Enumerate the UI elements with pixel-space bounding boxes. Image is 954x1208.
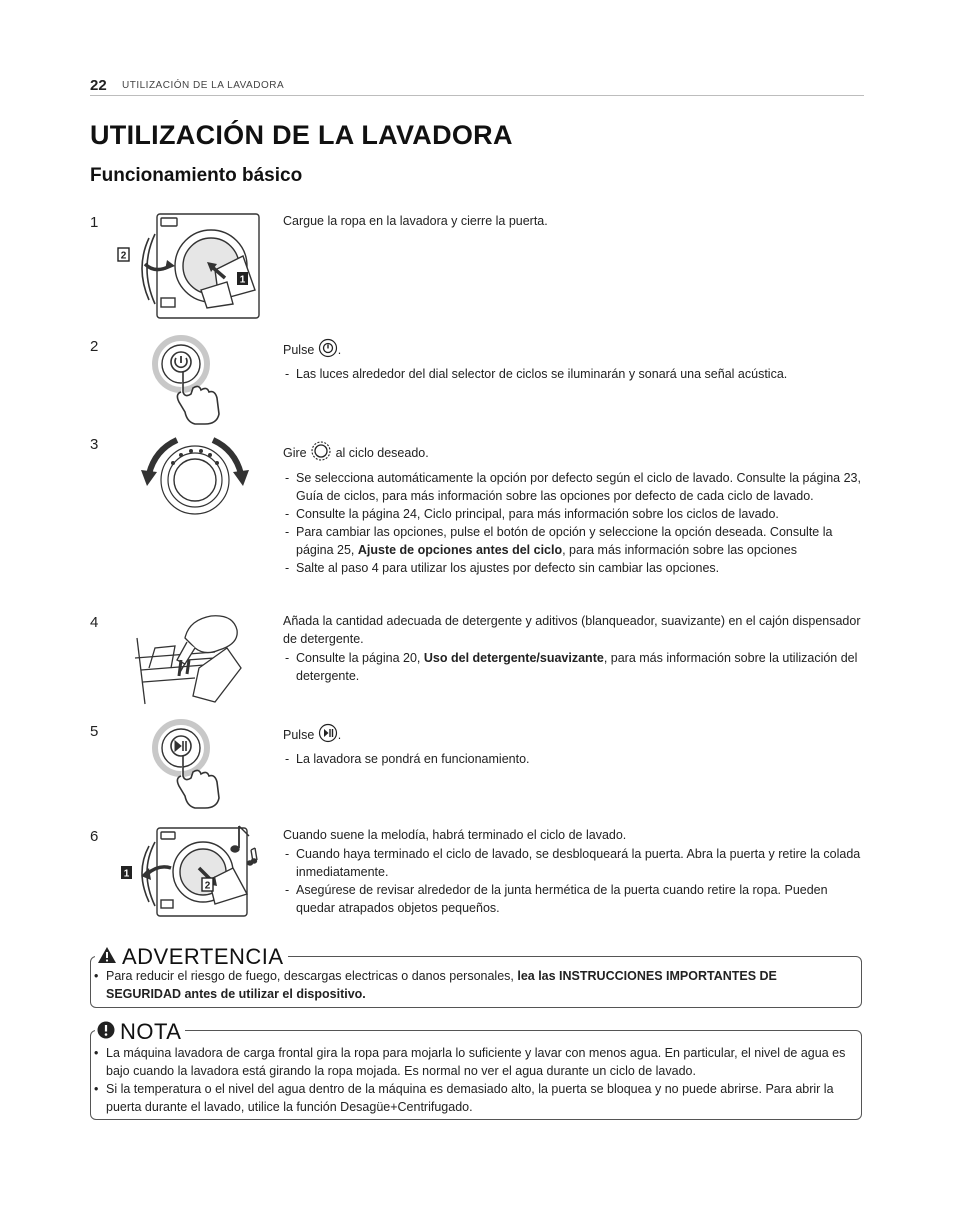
power-button-press-illustration bbox=[115, 332, 265, 432]
step-6-bullet-1: - Cuando haya terminado el ciclo de lavado, se desbloqueará la puerta. Abra la puerta y retire la colada inmediatamente. bbox=[283, 845, 865, 881]
note-item-2: • Si la temperatura o el nivel del agua dentro de la máquina es demasiado alto, la puerta se bloquea y no puede abrirse. Para abrir la puerta durante el lavado, utilice la función Desagüe+Centrifugado. bbox=[91, 1080, 847, 1116]
page-number: 22 bbox=[90, 77, 107, 94]
note-box bbox=[90, 1019, 862, 1120]
step-2-instruction-before: Pulse bbox=[283, 342, 315, 357]
start-pause-button-press-illustration bbox=[115, 716, 265, 816]
figure-label-1: 1 bbox=[239, 274, 246, 286]
step-3-bullet-4: - Salte al paso 4 para utilizar los ajustes por defecto sin cambiar las opciones. bbox=[283, 559, 865, 577]
cycle-dial-rotate-illustration bbox=[115, 430, 265, 525]
step-6-text bbox=[283, 826, 865, 917]
warning-title: ADVERTENCIA bbox=[122, 944, 284, 969]
step-5-instruction-before: Pulse bbox=[283, 727, 315, 742]
exclamation-circle-icon bbox=[97, 1020, 115, 1044]
safety-instructions-emphasis: lea las INSTRUCCIONES IMPORTANTES DE SEGURIDAD antes de utilizar el dispositivo. bbox=[106, 969, 777, 1001]
detergent-dispenser-illustration bbox=[115, 608, 265, 713]
figure-label-1: 1 bbox=[123, 868, 130, 880]
step-3-number: 3 bbox=[90, 436, 99, 453]
step-4-instruction: Añada la cantidad adecuada de detergente y aditivos (blanqueador, suavizante) en el cajón dispensador de detergente. bbox=[283, 614, 861, 646]
note-item-1: • La máquina lavadora de carga frontal gira la ropa para mojarla lo suficiente y lavar con menos agua. En particular, el nivel de agua es bajo cuando la lavadora está girando la ropa mojada. Es normal no ver el agua durante un ciclo de lavado. bbox=[91, 1044, 847, 1080]
step-2-bullet: - Las luces alrededor del dial selector de ciclos se iluminarán y sonará una señal acústica. bbox=[283, 365, 865, 383]
step-1-instruction: Cargue la ropa en la lavadora y cierre la puerta. bbox=[283, 214, 548, 228]
step-5-bullet: - La lavadora se pondrá en funcionamiento. bbox=[283, 750, 865, 768]
step-1-text bbox=[283, 212, 865, 230]
step-3-instruction-after: al ciclo deseado. bbox=[335, 445, 429, 460]
warning-triangle-icon bbox=[97, 945, 117, 969]
step-3-bullet-3: - Para cambiar las opciones, pulse el botón de opción y seleccione la opción deseada. Consulte la página 25, Ajuste de opciones antes del ciclo, para más información sobre las opciones bbox=[283, 523, 865, 559]
step-2-number: 2 bbox=[90, 338, 99, 355]
step-4-bullet: - Consulte la página 20, Uso del detergente/suavizante, para más información sobre la utilización del detergente. bbox=[283, 649, 865, 685]
note-heading bbox=[95, 1020, 185, 1044]
detergent-usage-reference: Uso del detergente/suavizante bbox=[423, 651, 604, 665]
step-3-bullet-1: - Se selecciona automáticamente la opción por defecto según el ciclo de lavado. Consulte la página 23, Guía de ciclos, para más información sobre las opciones por defecto de cada ciclo de lavado. bbox=[283, 469, 865, 505]
step-3-bullet-2: - Consulte la página 24, Ciclo principal, para más información sobre los ciclos de lavado. bbox=[283, 505, 865, 523]
washer-loading-illustration bbox=[115, 208, 265, 328]
start-pause-icon bbox=[318, 723, 338, 748]
running-title: UTILIZACIÓN DE LA LAVADORA bbox=[122, 80, 285, 91]
header-divider bbox=[90, 95, 864, 96]
figure-label-2: 2 bbox=[120, 250, 127, 262]
page-title: UTILIZACIÓN DE LA LAVADORA bbox=[90, 120, 513, 150]
step-2-text bbox=[283, 338, 865, 383]
figure-label-2: 2 bbox=[204, 880, 211, 892]
step-5-text bbox=[283, 723, 865, 768]
step-6-instruction: Cuando suene la melodía, habrá terminado el ciclo de lavado. bbox=[283, 828, 627, 842]
cycle-dial-icon bbox=[310, 440, 332, 467]
power-icon bbox=[318, 338, 338, 363]
note-title: NOTA bbox=[120, 1019, 182, 1044]
step-3-text bbox=[283, 440, 865, 577]
step-2-instruction-after: . bbox=[337, 342, 342, 357]
option-settings-reference: Ajuste de opciones antes del ciclo bbox=[357, 543, 563, 557]
step-5-instruction-after: . bbox=[337, 727, 342, 742]
step-5-number: 5 bbox=[90, 723, 99, 740]
washer-unloading-illustration bbox=[115, 822, 265, 927]
warning-box bbox=[90, 944, 862, 1008]
step-6-number: 6 bbox=[90, 828, 99, 845]
step-3-instruction-before: Gire bbox=[283, 445, 307, 460]
step-1-number: 1 bbox=[90, 214, 99, 231]
section-title: Funcionamiento básico bbox=[90, 165, 303, 186]
step-4-text bbox=[283, 612, 865, 685]
warning-text: • Para reducir el riesgo de fuego, descargas electricas o danos personales, lea las INSTRUCCIONES IMPORTANTES DE SEGURIDAD antes de utilizar el dispositivo. bbox=[91, 967, 851, 1003]
step-4-number: 4 bbox=[90, 614, 99, 631]
warning-heading bbox=[95, 945, 288, 969]
step-6-bullet-2: - Asegúrese de revisar alrededor de la junta hermética de la puerta cuando retire la ropa. Pueden quedar atrapados objetos pequeños. bbox=[283, 881, 865, 917]
